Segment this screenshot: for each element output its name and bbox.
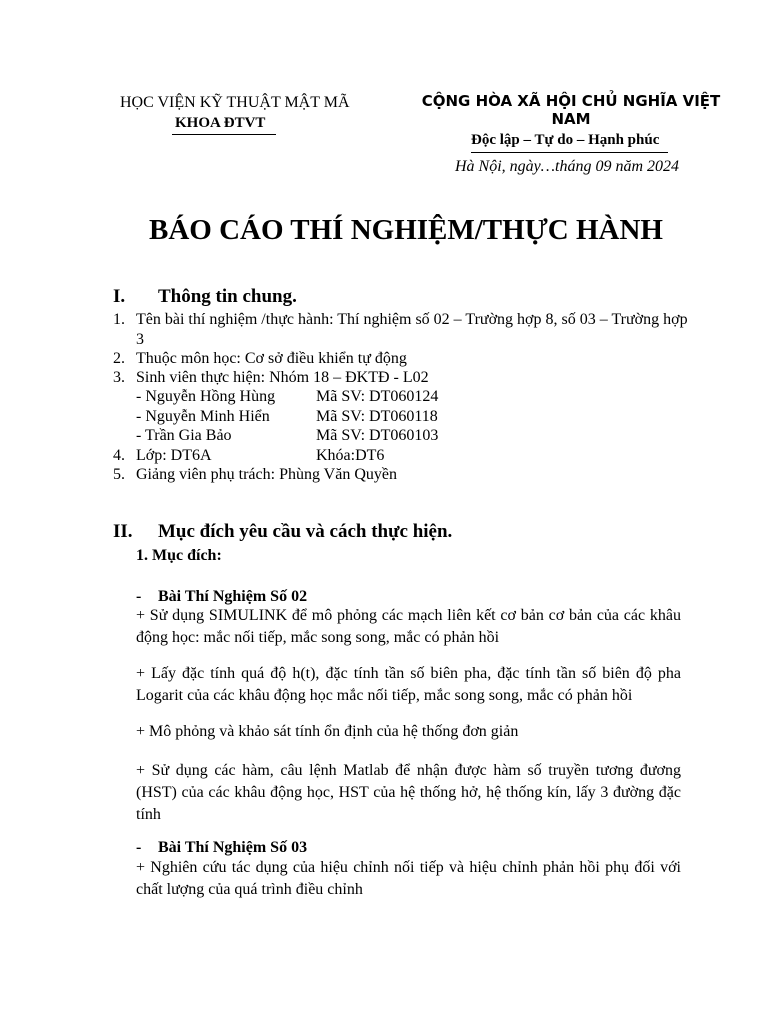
- exp02-paragraph: + Sử dụng các hàm, câu lệnh Matlab để nhận được hàm số truyền tương đương (HST) của các khâu động học, HST của hệ thống hở, hệ thống kín, lấy 3 đường đặc tính: [136, 762, 681, 823]
- republic-heading: CỘNG HÒA XÃ HỘI CHỦ NGHĨA VIỆT NAM: [421, 92, 721, 128]
- exp02-title: Bài Thí Nghiệm Số 02: [158, 588, 308, 605]
- item-5-number: 5.: [113, 466, 125, 483]
- section-2-heading: Mục đích yêu cầu và cách thực hiện.: [158, 521, 453, 542]
- page-title: BÁO CÁO THÍ NGHIỆM/THỰC HÀNH: [149, 214, 663, 246]
- item-1-text-cont: 3: [136, 331, 144, 348]
- motto: Độc lập – Tự do – Hạnh phúc: [471, 132, 660, 148]
- student-name: - Trần Gia Bảo: [136, 427, 232, 444]
- exp03-paragraph: + Nghiên cứu tác dụng của hiệu chỉnh nối tiếp và hiệu chỉnh phản hồi phụ đối với chất lượng của quá trình điều chỉnh: [136, 859, 681, 898]
- item-3-number: 3.: [113, 369, 125, 386]
- exp02-paragraph: + Sử dụng SIMULINK để mô phỏng các mạch liên kết cơ bản cơ bản của các khâu động học: mắc nối tiếp, mắc song song, mắc có phản hồi: [136, 607, 681, 646]
- item-4-course: Khóa:DT6: [316, 447, 385, 464]
- item-3-text: Sinh viên thực hiện: Nhóm 18 – ĐKTĐ - L02: [136, 369, 429, 386]
- student-name: - Nguyễn Hồng Hùng: [136, 388, 276, 405]
- institute-name: HỌC VIỆN KỸ THUẬT MẬT MÃ: [120, 94, 350, 111]
- section-1-number: I.: [113, 286, 126, 307]
- motto-underline: [471, 152, 668, 153]
- item-2-text: Thuộc môn học: Cơ sở điều khiển tự động: [136, 350, 407, 367]
- item-2-number: 2.: [113, 350, 125, 367]
- section-1-heading: Thông tin chung.: [158, 286, 297, 307]
- faculty-name: KHOA ĐTVT: [175, 115, 266, 131]
- student-id: Mã SV: DT060124: [316, 388, 439, 405]
- student-id: Mã SV: DT060103: [316, 427, 439, 444]
- exp03-title: Bài Thí Nghiệm Số 03: [158, 839, 308, 856]
- exp02-dash: -: [136, 588, 142, 605]
- student-name: - Nguyễn Minh Hiển: [136, 408, 270, 425]
- item-1-text: Tên bài thí nghiệm /thực hành: Thí nghiệm số 02 – Trường hợp 8, số 03 – Trường hợp: [136, 311, 688, 328]
- section-2-number: II.: [113, 521, 133, 542]
- item-4-class: Lớp: DT6A: [136, 447, 212, 464]
- exp03-dash: -: [136, 839, 142, 856]
- exp02-paragraph: + Lấy đặc tính quá độ h(t), đặc tính tần số biên pha, đặc tính tần số biên độ pha Logarit của các khâu động học mắc nối tiếp, mắc song song, mắc có phản hồi: [136, 665, 681, 704]
- faculty-underline: [172, 134, 276, 135]
- subsection-purpose: 1. Mục đích:: [136, 547, 222, 564]
- exp02-paragraph: + Mô phỏng và khảo sát tính ổn định của hệ thống đơn giản: [136, 723, 519, 740]
- student-id: Mã SV: DT060118: [316, 408, 438, 425]
- item-4-number: 4.: [113, 447, 125, 464]
- item-5-text: Giảng viên phụ trách: Phùng Văn Quyền: [136, 466, 397, 483]
- item-1-number: 1.: [113, 311, 125, 328]
- date-line: Hà Nội, ngày…tháng 09 năm 2024: [455, 158, 679, 175]
